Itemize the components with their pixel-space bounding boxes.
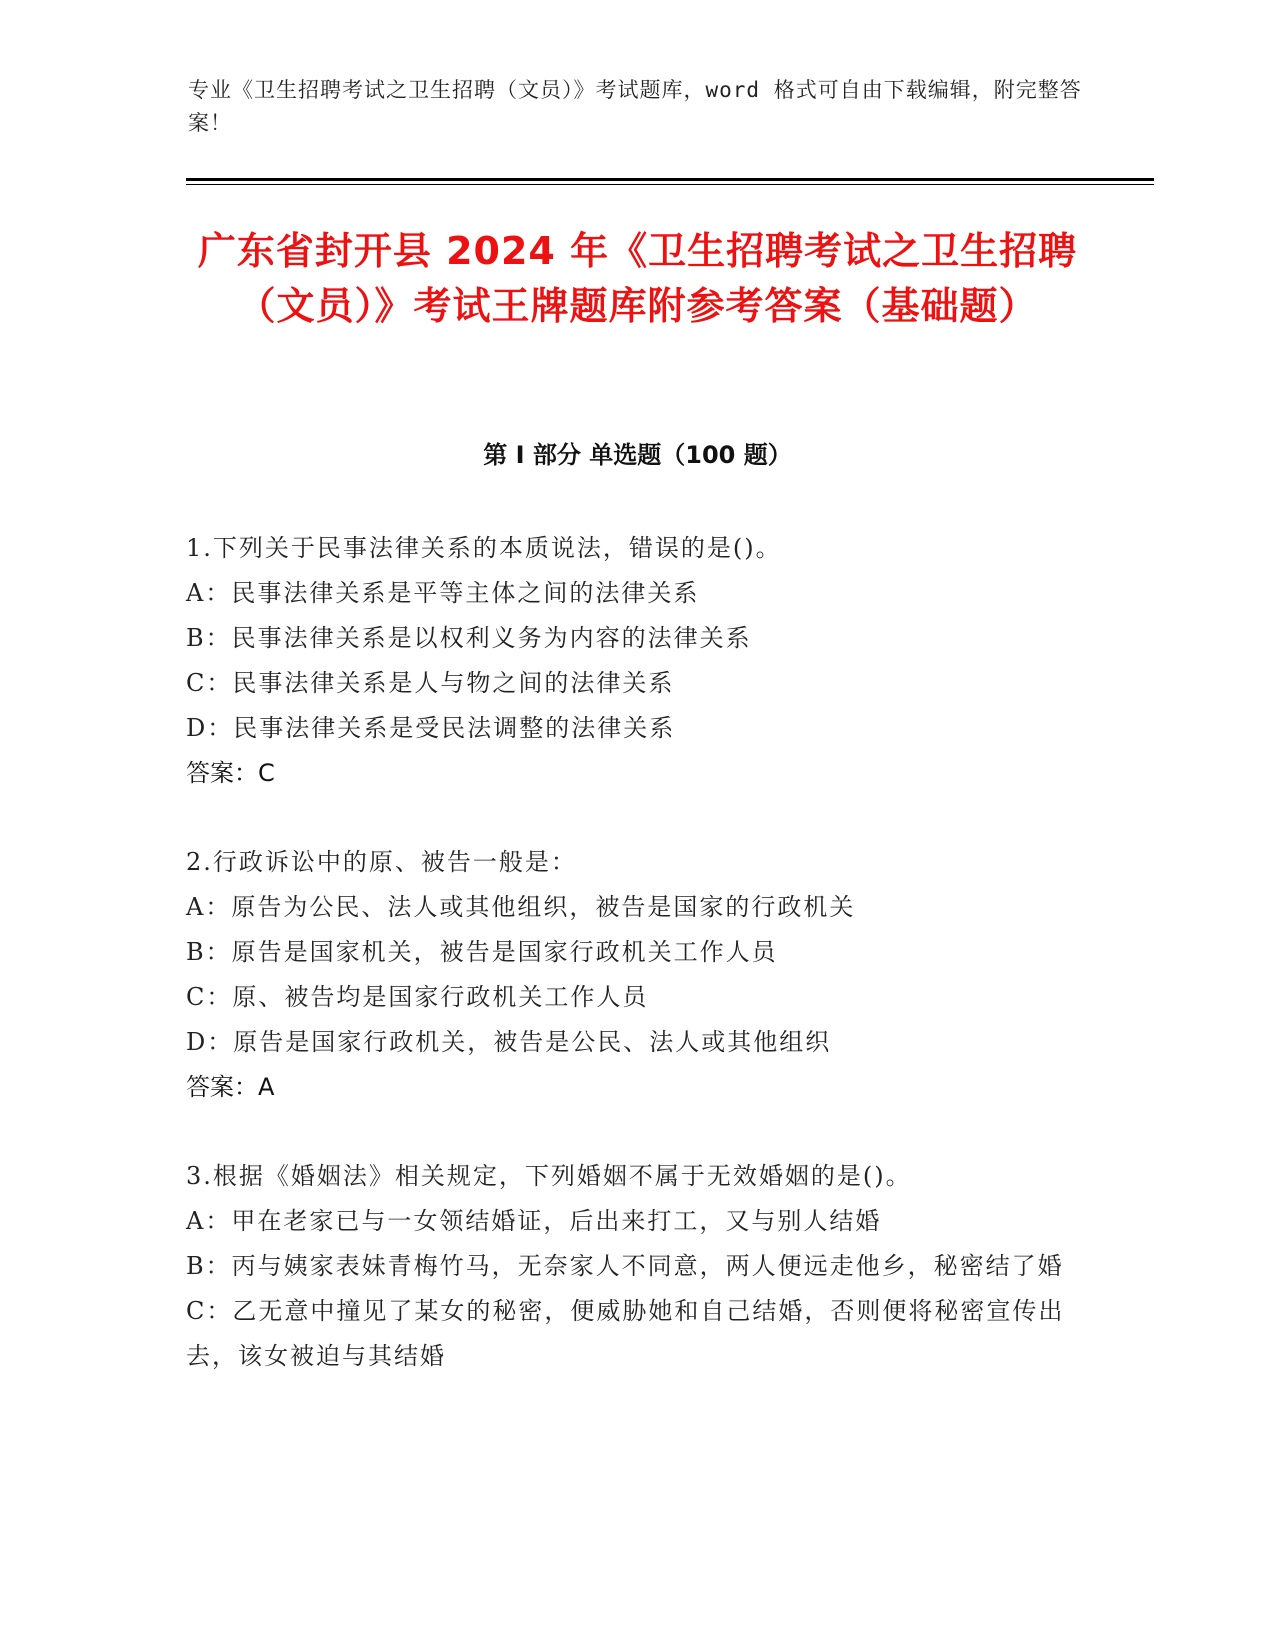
header-note: 专业《卫生招聘考试之卫生招聘（文员）》考试题库，word 格式可自由下载编辑，附完整答案！ <box>188 78 1082 135</box>
option-a: A：原告为公民、法人或其他组织，被告是国家的行政机关 <box>186 893 856 921</box>
question-list <box>186 526 1086 1423</box>
option-c: C：乙无意中撞见了某女的秘密，便威胁她和自己结婚，否则便将秘密宣传出去，该女被迫与其结婚 <box>186 1297 1065 1370</box>
header-divider-thin <box>186 184 1154 185</box>
header-divider-thick <box>186 178 1154 181</box>
option-d: D：原告是国家行政机关，被告是公民、法人或其他组织 <box>186 1028 832 1056</box>
question-item <box>186 526 1086 796</box>
option-c: C：原、被告均是国家行政机关工作人员 <box>186 983 649 1011</box>
option-d: D：民事法律关系是受民法调整的法律关系 <box>186 714 676 742</box>
option-b: B：丙与姨家表妹青梅竹马，无奈家人不同意，两人便远走他乡，秘密结了婚 <box>186 1252 1064 1280</box>
option-b: B：原告是国家机关，被告是国家行政机关工作人员 <box>186 938 778 966</box>
option-a: A：甲在老家已与一女领结婚证，后出来打工，又与别人结婚 <box>186 1207 882 1235</box>
question-item <box>186 1154 1086 1379</box>
option-b: B：民事法律关系是以权利义务为内容的法律关系 <box>186 624 752 652</box>
option-c: C：民事法律关系是人与物之间的法律关系 <box>186 669 675 697</box>
question-item <box>186 840 1086 1110</box>
question-stem: 2.行政诉讼中的原、被告一般是： <box>186 848 577 876</box>
answer-label: 答案：A <box>186 1073 275 1101</box>
option-a: A：民事法律关系是平等主体之间的法律关系 <box>186 579 700 607</box>
document-title: 广东省封开县 2024 年《卫生招聘考试之卫生招聘（文员）》考试王牌题库附参考答案（基础题） <box>197 229 1078 328</box>
question-stem: 3.根据《婚姻法》相关规定，下列婚姻不属于无效婚姻的是()。 <box>186 1162 912 1190</box>
question-stem: 1.下列关于民事法律关系的本质说法，错误的是()。 <box>186 534 782 562</box>
section-title: 第 I 部分 单选题（100 题） <box>483 441 792 469</box>
answer-label: 答案：C <box>186 759 275 787</box>
